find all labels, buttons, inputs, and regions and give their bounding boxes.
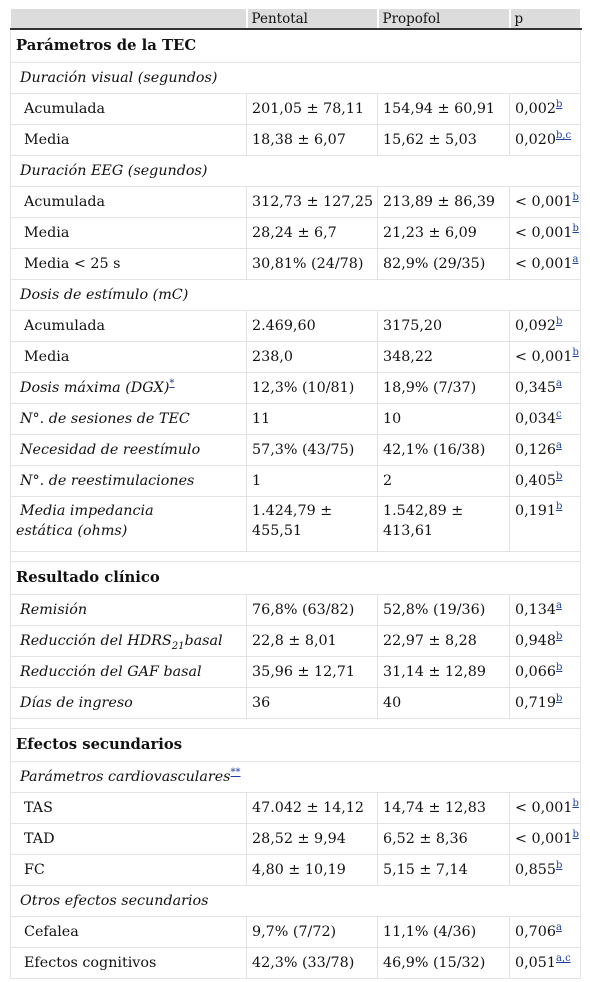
p-value xyxy=(510,373,581,404)
row-label: Cefalea xyxy=(24,924,79,940)
row-label-subscript: 21 xyxy=(171,640,185,652)
table-row xyxy=(11,218,581,249)
footnote-link[interactable]: a xyxy=(572,254,579,266)
table-row xyxy=(11,824,581,855)
p-text: < 0,001 xyxy=(515,194,573,210)
row-label-cell xyxy=(11,948,247,979)
pentotal-value xyxy=(247,435,378,466)
row-label: Acumulada xyxy=(24,194,106,210)
p-text: 0,134 xyxy=(515,602,556,618)
footnote-link[interactable]: b xyxy=(555,662,563,674)
row-label: Media xyxy=(24,132,70,148)
table-row xyxy=(11,373,581,404)
propofol-value xyxy=(378,125,510,156)
section-row xyxy=(11,562,581,595)
row-label: Días de ingreso xyxy=(20,695,133,711)
row-label-cell xyxy=(11,626,247,657)
p-text: 0,126 xyxy=(515,442,556,458)
subsection-row xyxy=(11,762,581,793)
subsection-row xyxy=(11,156,581,187)
row-label: Dosis máxima (DGX) xyxy=(20,380,170,396)
pentotal-text: 18,38 ± 6,07 xyxy=(252,132,346,148)
propofol-value xyxy=(378,342,510,373)
p-text: < 0,001 xyxy=(515,800,573,816)
p-text: 0,719 xyxy=(515,695,556,711)
p-value xyxy=(510,218,581,249)
p-value xyxy=(510,948,581,979)
footnote-link[interactable]: b xyxy=(555,501,563,513)
pentotal-value xyxy=(247,125,378,156)
table-row xyxy=(11,435,581,466)
footnote-link[interactable]: b xyxy=(572,192,579,204)
row-label: Media xyxy=(24,225,70,241)
table-row xyxy=(11,948,581,979)
footnote-link[interactable]: b xyxy=(555,860,563,872)
pentotal-text: 30,81% (24/78) xyxy=(252,256,364,272)
footnote-link[interactable]: a xyxy=(555,440,562,452)
propofol-value xyxy=(378,657,510,688)
row-label-cell xyxy=(11,917,247,948)
table-row xyxy=(11,793,581,824)
propofol-value xyxy=(378,688,510,719)
table-row xyxy=(11,626,581,657)
propofol-value xyxy=(378,497,510,552)
header-cell-p: p xyxy=(510,9,581,29)
propofol-value xyxy=(378,917,510,948)
pentotal-text: 9,7% (7/72) xyxy=(252,924,337,940)
propofol-text: 40 xyxy=(383,695,402,711)
propofol-text: 52,8% (19/36) xyxy=(383,602,486,618)
pentotal-text: 4,80 ± 10,19 xyxy=(252,862,346,878)
pentotal-text-line2: 455,51 xyxy=(252,523,303,539)
p-value xyxy=(510,249,581,280)
p-value xyxy=(510,626,581,657)
propofol-text: 42,1% (16/38) xyxy=(383,442,486,458)
footnote-link[interactable]: b xyxy=(572,829,579,841)
propofol-value xyxy=(378,311,510,342)
p-value xyxy=(510,595,581,626)
pentotal-text: 2.469,60 xyxy=(252,318,316,334)
p-value xyxy=(510,404,581,435)
pentotal-value xyxy=(247,466,378,497)
subsection-heading xyxy=(11,280,581,311)
pentotal-text: 28,24 ± 6,7 xyxy=(252,225,337,241)
header-cell-propofol: Propofol xyxy=(378,9,510,29)
pentotal-text: 12,3% (10/81) xyxy=(252,380,355,396)
pentotal-value xyxy=(247,855,378,886)
row-label-line2: estática (ohms) xyxy=(16,523,128,539)
table-row xyxy=(11,404,581,435)
row-label-cell xyxy=(11,855,247,886)
subsection-row xyxy=(11,280,581,311)
p-value xyxy=(510,497,581,552)
footnote-link[interactable]: b xyxy=(572,347,579,359)
header-cell-pentotal: Pentotal xyxy=(247,9,378,29)
footnote-link[interactable]: b xyxy=(555,99,563,111)
row-label-cell xyxy=(11,688,247,719)
p-value xyxy=(510,342,581,373)
propofol-value xyxy=(378,373,510,404)
p-text: 0,706 xyxy=(515,924,556,940)
row-label-cell xyxy=(11,218,247,249)
table-row xyxy=(11,855,581,886)
subsection-heading-label: Duración EEG (segundos) xyxy=(20,163,208,179)
table-row xyxy=(11,497,581,552)
p-text: 0,855 xyxy=(515,862,556,878)
propofol-text: 82,9% (29/35) xyxy=(383,256,486,272)
row-label: FC xyxy=(24,862,45,878)
pentotal-text: 42,3% (33/78) xyxy=(252,955,355,971)
p-value xyxy=(510,688,581,719)
row-label-cell xyxy=(11,793,247,824)
row-label-cell xyxy=(11,404,247,435)
pentotal-text: 312,73 ± 127,25 xyxy=(252,194,374,210)
pentotal-text: 1 xyxy=(252,473,262,489)
p-value xyxy=(510,466,581,497)
p-value xyxy=(510,125,581,156)
section-heading xyxy=(11,29,581,63)
row-label-cell xyxy=(11,466,247,497)
pentotal-value xyxy=(247,342,378,373)
propofol-text: 5,15 ± 7,14 xyxy=(383,862,468,878)
subsection-row xyxy=(11,886,581,917)
footnote-link[interactable]: c xyxy=(555,409,562,421)
section-heading xyxy=(11,562,581,595)
pentotal-value xyxy=(247,793,378,824)
row-label-cell xyxy=(11,187,247,218)
p-text: 0,948 xyxy=(515,633,556,649)
row-label: TAD xyxy=(24,831,55,847)
propofol-text: 18,9% (7/37) xyxy=(383,380,477,396)
row-label-cell xyxy=(11,497,247,552)
subsection-heading xyxy=(11,63,581,94)
row-label: Media < 25 s xyxy=(24,256,121,272)
propofol-text: 348,22 xyxy=(383,349,434,365)
row-label-cell xyxy=(11,94,247,125)
propofol-text: 154,94 ± 60,91 xyxy=(383,101,496,117)
row-label-cell xyxy=(11,824,247,855)
row-label: TAS xyxy=(24,800,53,816)
p-text: 0,020 xyxy=(515,132,556,148)
propofol-text: 3175,20 xyxy=(383,318,443,334)
p-text: 0,191 xyxy=(515,503,556,519)
footnote-link[interactable]: a xyxy=(555,378,562,390)
header-cell-blank xyxy=(11,9,247,29)
pentotal-value xyxy=(247,948,378,979)
row-label: Acumulada xyxy=(24,101,106,117)
footnote-link[interactable]: b xyxy=(555,471,563,483)
pentotal-text: 1.424,79 ± xyxy=(252,503,333,519)
subsection-heading-label: Parámetros cardiovasculares xyxy=(20,769,231,785)
propofol-text: 21,23 ± 6,09 xyxy=(383,225,477,241)
propofol-value xyxy=(378,793,510,824)
pentotal-value xyxy=(247,94,378,125)
row-label: Necesidad de reestímulo xyxy=(20,442,201,458)
p-text: < 0,001 xyxy=(515,225,573,241)
row-label: Media impedancia xyxy=(20,503,154,519)
propofol-text: 1.542,89 ± 413,61 xyxy=(383,503,464,539)
row-label-cell xyxy=(11,435,247,466)
row-label-cell xyxy=(11,249,247,280)
row-label: Efectos cognitivos xyxy=(24,955,157,971)
footnote-link[interactable]: b xyxy=(555,693,563,705)
footnote-link[interactable]: b xyxy=(555,631,563,643)
subsection-heading-label: Duración visual (segundos) xyxy=(20,70,218,86)
propofol-value xyxy=(378,187,510,218)
p-text: 0,066 xyxy=(515,664,556,680)
spacer-row xyxy=(11,552,581,562)
propofol-value xyxy=(378,626,510,657)
row-label-cell xyxy=(11,595,247,626)
p-text: 0,405 xyxy=(515,473,556,489)
row-label-cell xyxy=(11,311,247,342)
propofol-text: 14,74 ± 12,83 xyxy=(383,800,486,816)
pentotal-text: 36 xyxy=(252,695,271,711)
table-row xyxy=(11,595,581,626)
propofol-value xyxy=(378,249,510,280)
subsection-heading xyxy=(11,762,581,793)
propofol-text: 15,62 ± 5,03 xyxy=(383,132,477,148)
pentotal-text: 76,8% (63/82) xyxy=(252,602,355,618)
propofol-value xyxy=(378,855,510,886)
pentotal-value xyxy=(247,917,378,948)
propofol-text: 11,1% (4/36) xyxy=(383,924,477,940)
propofol-value xyxy=(378,218,510,249)
row-label: Acumulada xyxy=(24,318,106,334)
table-row xyxy=(11,657,581,688)
pentotal-text: 22,8 ± 8,01 xyxy=(252,633,337,649)
p-text: < 0,001 xyxy=(515,831,573,847)
pentotal-value xyxy=(247,311,378,342)
row-label: Reducción del HDRS xyxy=(20,633,172,649)
table-row xyxy=(11,688,581,719)
p-value xyxy=(510,94,581,125)
section-heading-label: Resultado clínico xyxy=(16,569,160,586)
footnote-link[interactable]: b,c xyxy=(555,130,572,142)
propofol-value xyxy=(378,466,510,497)
propofol-value xyxy=(378,435,510,466)
p-text: 0,002 xyxy=(515,101,556,117)
spacer-cell xyxy=(11,719,581,729)
table-row xyxy=(11,125,581,156)
row-label: Reducción del GAF basal xyxy=(20,664,202,680)
subsection-heading-label: Dosis de estímulo (mC) xyxy=(20,287,189,303)
pentotal-value xyxy=(247,688,378,719)
header-row xyxy=(11,9,581,29)
pentotal-text: 35,96 ± 12,71 xyxy=(252,664,355,680)
p-value xyxy=(510,793,581,824)
p-text: 0,051 xyxy=(515,955,556,971)
p-value xyxy=(510,824,581,855)
pentotal-value xyxy=(247,373,378,404)
propofol-value xyxy=(378,824,510,855)
row-label: Media xyxy=(24,349,70,365)
subsection-heading xyxy=(11,886,581,917)
propofol-value xyxy=(378,94,510,125)
section-row xyxy=(11,29,581,63)
pentotal-value xyxy=(247,626,378,657)
p-text: 0,092 xyxy=(515,318,556,334)
table-row xyxy=(11,249,581,280)
footnote-link[interactable]: b xyxy=(572,223,579,235)
p-value xyxy=(510,311,581,342)
propofol-value xyxy=(378,404,510,435)
row-label-cell xyxy=(11,657,247,688)
p-value xyxy=(510,435,581,466)
subsection-heading xyxy=(11,156,581,187)
row-label: N°. de reestimulaciones xyxy=(20,473,195,489)
p-text: 0,345 xyxy=(515,380,556,396)
table-row xyxy=(11,94,581,125)
subsection-heading-label: Otros efectos secundarios xyxy=(20,893,209,909)
row-label-cell xyxy=(11,342,247,373)
row-label: Remisión xyxy=(20,602,88,618)
pentotal-text: 57,3% (43/75) xyxy=(252,442,355,458)
footnote-link[interactable]: b xyxy=(572,798,579,810)
pentotal-text: 238,0 xyxy=(252,349,293,365)
p-value xyxy=(510,855,581,886)
pentotal-value xyxy=(247,187,378,218)
row-label-cell xyxy=(11,373,247,404)
footnote-link[interactable]: b xyxy=(555,316,563,328)
p-value xyxy=(510,657,581,688)
pentotal-text: 28,52 ± 9,94 xyxy=(252,831,346,847)
table-row xyxy=(11,311,581,342)
p-text: 0,034 xyxy=(515,411,556,427)
footnote-link[interactable]: a xyxy=(555,600,562,612)
pentotal-value xyxy=(247,218,378,249)
spacer-cell xyxy=(11,552,581,562)
footnote-link[interactable]: ** xyxy=(230,767,241,779)
section-heading-label: Efectos secundarios xyxy=(16,736,183,753)
pentotal-value xyxy=(247,404,378,435)
pentotal-value xyxy=(247,824,378,855)
pentotal-text: 11 xyxy=(252,411,271,427)
results-table xyxy=(10,9,582,979)
pentotal-value xyxy=(247,657,378,688)
pentotal-value xyxy=(247,595,378,626)
section-heading-label: Parámetros de la TEC xyxy=(16,37,197,54)
pentotal-value xyxy=(247,497,378,552)
propofol-text: 22,97 ± 8,28 xyxy=(383,633,477,649)
row-label-cell xyxy=(11,125,247,156)
propofol-text: 46,9% (15/32) xyxy=(383,955,486,971)
subsection-row xyxy=(11,63,581,94)
footnote-link[interactable]: a xyxy=(555,922,562,934)
propofol-text: 10 xyxy=(383,411,402,427)
pentotal-value xyxy=(247,249,378,280)
propofol-value xyxy=(378,595,510,626)
propofol-text: 6,52 ± 8,36 xyxy=(383,831,468,847)
propofol-text: 2 xyxy=(383,473,393,489)
row-label: N°. de sesiones de TEC xyxy=(20,411,190,427)
footnote-link[interactable]: * xyxy=(169,378,175,390)
spacer-row xyxy=(11,719,581,729)
table-row xyxy=(11,917,581,948)
table-row xyxy=(11,187,581,218)
row-label-suffix: basal xyxy=(184,633,223,649)
propofol-value xyxy=(378,948,510,979)
p-text: < 0,001 xyxy=(515,256,573,272)
pentotal-text: 47.042 ± 14,12 xyxy=(252,800,365,816)
p-text: < 0,001 xyxy=(515,349,573,365)
section-row xyxy=(11,729,581,762)
p-value xyxy=(510,187,581,218)
propofol-text: 31,14 ± 12,89 xyxy=(383,664,486,680)
table-row xyxy=(11,342,581,373)
section-heading xyxy=(11,729,581,762)
p-value xyxy=(510,917,581,948)
propofol-text: 213,89 ± 86,39 xyxy=(383,194,496,210)
footnote-link[interactable]: a,c xyxy=(555,953,571,965)
pentotal-text: 201,05 ± 78,11 xyxy=(252,101,365,117)
table-row xyxy=(11,466,581,497)
